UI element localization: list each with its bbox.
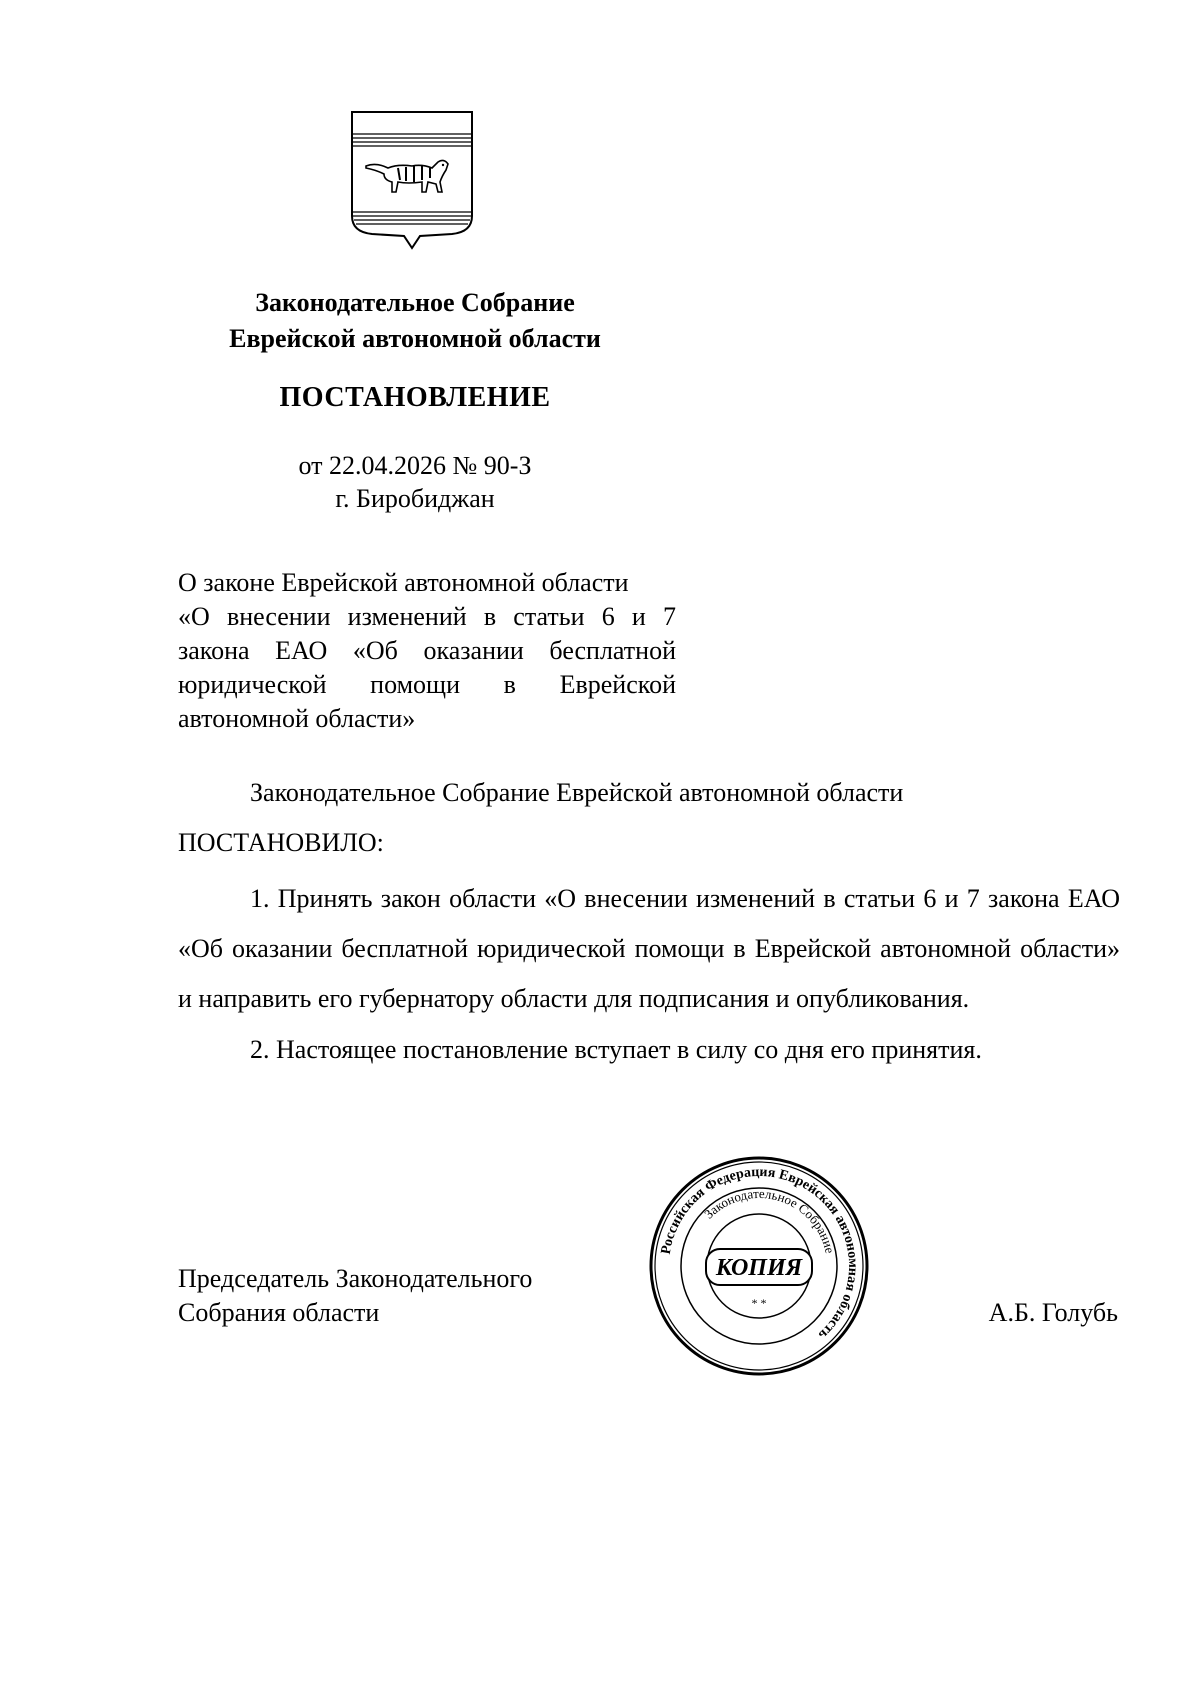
organization-line-2: Еврейской автономной области [229,324,601,353]
official-stamp [648,1155,870,1377]
subject-line-1: О законе Еврейской автономной области [178,568,629,597]
body-resolved: ПОСТАНОВИЛО: [178,828,384,857]
resolution-item-2: 2. Настоящее постановление вступает в силу со дня его принятия. [250,1035,982,1064]
coat-of-arms-tiger-icon [348,108,476,258]
stamp-stars: * * [751,1296,767,1310]
signer-name: А.Б. Голубь [988,1298,1118,1327]
resolution-item-1: 1. Принять закон области «О внесении изменений в статьи 6 и 7 закона ЕАО «Об оказании бесплатной юридической помощи в Еврейской автономной области» и направить его губернатору области для подписания и опубликования. [178,884,1120,1013]
date-number: от 22.04.2026 № 90-З [298,451,532,480]
signer-position-line-1: Председатель Законодательного [178,1264,533,1293]
signer-position-line-2: Собрания области [178,1298,380,1327]
document-date-block [180,449,650,515]
subject-line-3: закона ЕАО «Об оказании бесплатной [178,636,676,665]
stamp-center-text: КОПИЯ [715,1255,803,1281]
subject-line-4: юридической помощи в Еврейской [178,670,676,699]
organization-title [180,285,650,357]
signer-position [178,1262,532,1330]
stamp-inner-text: Законодательное Собрание [701,1185,838,1255]
document-type: ПОСТАНОВЛЕНИЕ [279,382,551,413]
stamp-outer-text: Российская Федерация Еврейская автономная область [658,1164,861,1343]
city: г. Биробиджан [335,484,495,513]
body-intro: Законодательное Собрание Еврейской автономной области [250,778,904,807]
document-body [178,776,1120,1070]
subject-line-5: автономной области» [178,704,416,733]
document-subject [178,566,676,736]
subject-line-2: «О внесении изменений в статьи 6 и 7 [178,602,676,631]
organization-line-1: Законодательное Собрание [255,288,575,317]
